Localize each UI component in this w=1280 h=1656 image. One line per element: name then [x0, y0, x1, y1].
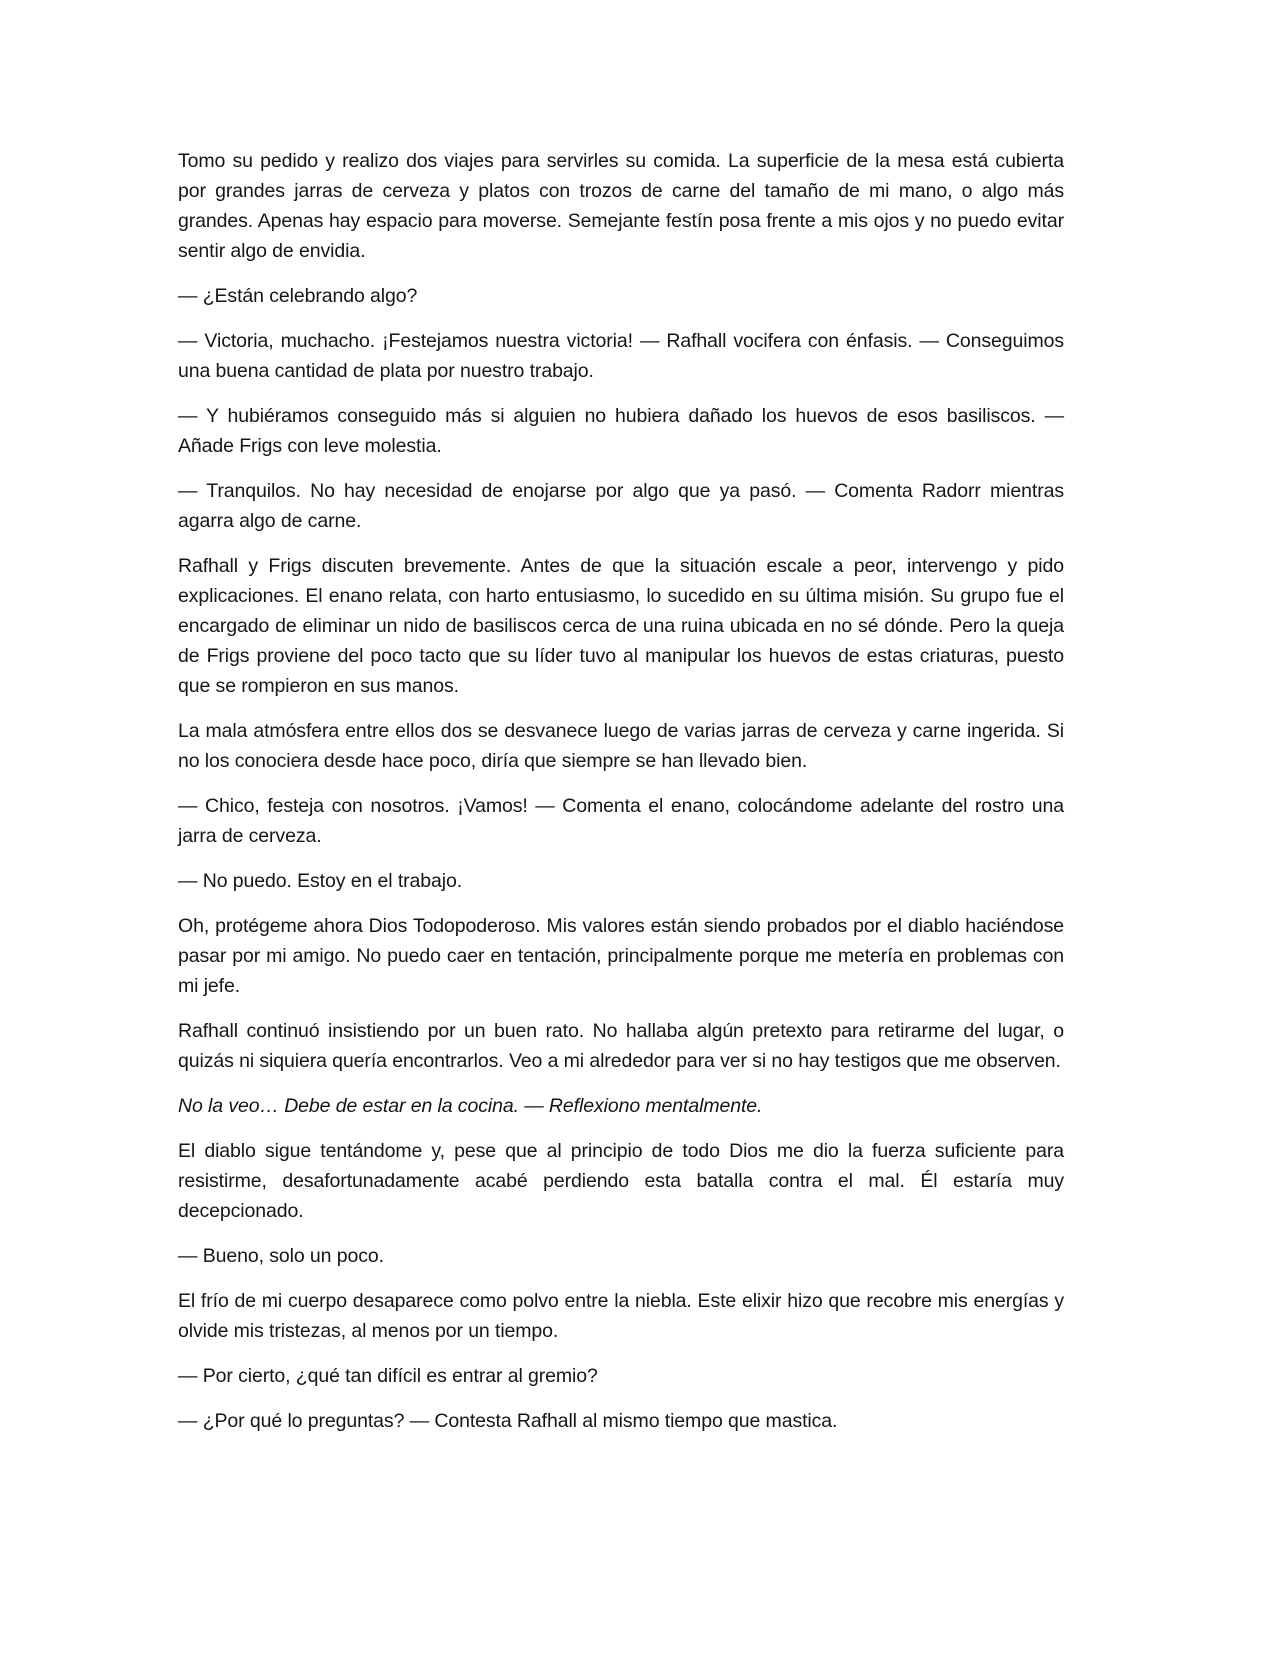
paragraph: Rafhall continuó insistiendo por un buen rato. No hallaba algún pretexto para retirarme del lugar, o quizás ni siquiera quería encontrarlos. Veo a mi alrededor para ver si no hay testigos que me observen. — [178, 1020, 1064, 1072]
paragraph: — Por cierto, ¿qué tan difícil es entrar al gremio? — [178, 1365, 598, 1387]
paragraph: La mala atmósfera entre ellos dos se desvanece luego de varias jarras de cerveza y carne ingerida. Si no los conociera desde hace poco, diría que siempre se han llevado bien. — [178, 720, 1064, 772]
paragraph: Tomo su pedido y realizo dos viajes para servirles su comida. La superficie de la mesa está cubierta por grandes jarras de cerveza y platos con trozos de carne del tamaño de mi mano, o algo más grandes. Apenas hay espacio para moverse. Semejante festín posa frente a mis ojos y no puedo evitar sentir algo de envidia. — [178, 150, 1064, 262]
paragraph: No la veo… Debe de estar en la cocina. — Reflexiono mentalmente. — [178, 1095, 763, 1117]
paragraph: — Chico, festeja con nosotros. ¡Vamos! — Comenta el enano, colocándome adelante del rostro una jarra de cerveza. — [178, 795, 1064, 847]
paragraph: — No puedo. Estoy en el trabajo. — [178, 870, 463, 892]
paragraph: Oh, protégeme ahora Dios Todopoderoso. Mis valores están siendo probados por el diablo haciéndose pasar por mi amigo. No puedo caer en tentación, principalmente porque me metería en problemas con mi jefe. — [178, 915, 1064, 997]
page-text — [178, 146, 1064, 1451]
paragraph: — Victoria, muchacho. ¡Festejamos nuestra victoria! — Rafhall vocifera con énfasis. — Conseguimos una buena cantidad de plata por nuestro trabajo. — [178, 330, 1064, 382]
paragraph: — Tranquilos. No hay necesidad de enojarse por algo que ya pasó. — Comenta Radorr mientras agarra algo de carne. — [178, 480, 1064, 532]
paragraph: — ¿Por qué lo preguntas? — Contesta Rafhall al mismo tiempo que mastica. — [178, 1410, 838, 1432]
paragraph: — Bueno, solo un poco. — [178, 1245, 384, 1267]
paragraph: El frío de mi cuerpo desaparece como polvo entre la niebla. Este elixir hizo que recobre mis energías y olvide mis tristezas, al menos por un tiempo. — [178, 1290, 1064, 1342]
paragraph: — Y hubiéramos conseguido más si alguien no hubiera dañado los huevos de esos basiliscos. — Añade Frigs con leve molestia. — [178, 405, 1064, 457]
paragraph: Rafhall y Frigs discuten brevemente. Antes de que la situación escale a peor, intervengo y pido explicaciones. El enano relata, con harto entusiasmo, lo sucedido en su última misión. Su grupo fue el encargado de eliminar un nido de basiliscos cerca de una ruina ubicada en no sé dónde. Pero la queja de Frigs proviene del poco tacto que su líder tuvo al manipular los huevos de estas criaturas, puesto que se rompieron en sus manos. — [178, 555, 1064, 697]
paragraph: El diablo sigue tentándome y, pese que al principio de todo Dios me dio la fuerza suficiente para resistirme, desafortunadamente acabé perdiendo esta batalla contra el mal. Él estaría muy decepcionado. — [178, 1140, 1064, 1222]
paragraph: — ¿Están celebrando algo? — [178, 285, 418, 307]
